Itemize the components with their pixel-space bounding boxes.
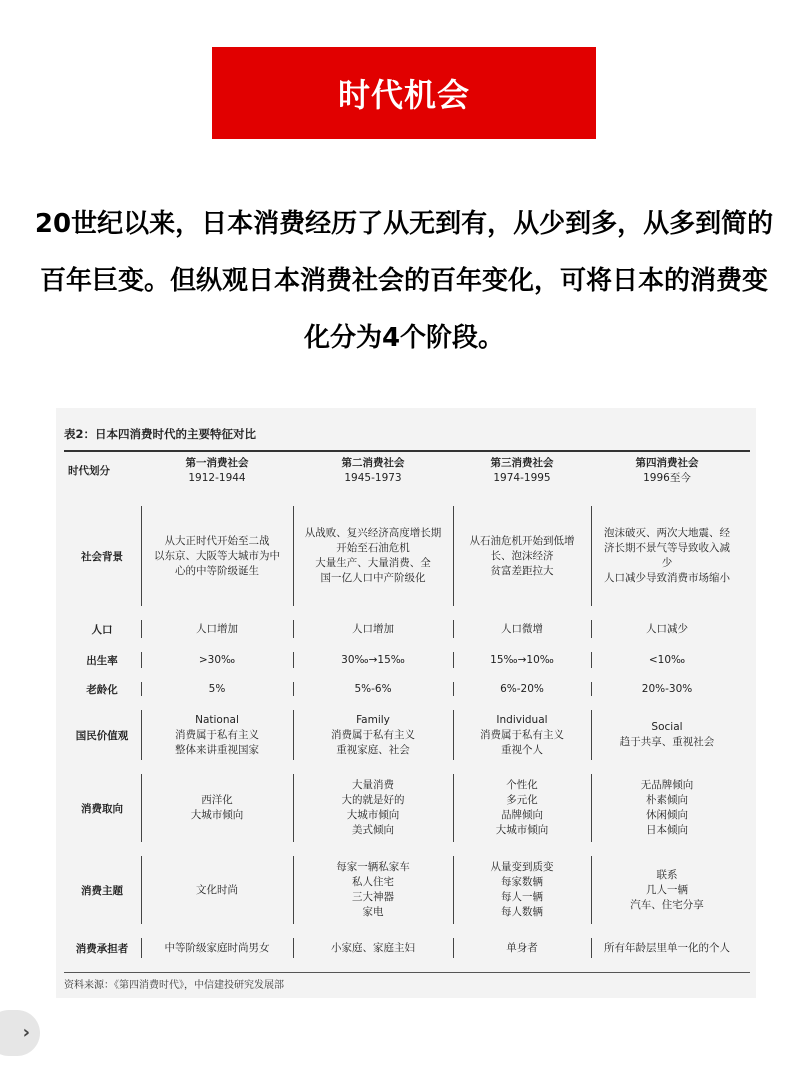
table-cell	[592, 614, 742, 644]
table-cell	[592, 500, 742, 612]
table-cell	[142, 676, 292, 702]
table-cell-line: 从石油危机开始到低增	[469, 534, 575, 547]
table-cell-lines	[500, 682, 544, 697]
table-cell-line: 消费属于私有主义	[331, 728, 415, 741]
table-cell-line: Individual	[496, 713, 548, 726]
next-page-button[interactable]	[0, 1010, 40, 1056]
column-separator	[591, 710, 592, 760]
table-cell-line: 汽车、住宅分享	[630, 898, 704, 911]
table-cell-line: 多元化	[506, 794, 538, 806]
row-label: 人口	[91, 623, 113, 636]
table-cell-line: 大的就是好的	[341, 794, 405, 806]
table-cell	[454, 500, 590, 612]
table-cell-line: 所有年龄层里单一化的个人	[604, 941, 730, 954]
column-separator	[293, 710, 294, 760]
row-label: 消费承担者	[75, 942, 129, 955]
column-separator	[591, 938, 592, 958]
table-cell-line: 每家数辆	[501, 876, 543, 888]
table-cell	[294, 704, 452, 766]
table-cell-line: 朴素倾向	[646, 794, 688, 806]
table-cell-line: 大量生产、大量消费、全	[315, 557, 431, 569]
table-cell-lines	[165, 941, 270, 956]
column-header-years: 1945-1973	[344, 472, 402, 484]
table-cell	[142, 932, 292, 964]
table-cell-line: 几人一辆	[646, 883, 688, 896]
table-cell	[142, 850, 292, 930]
table-cell	[592, 850, 742, 930]
table-cell-line: 人口增加	[196, 622, 238, 635]
column-header-name: 第三消费社会	[490, 457, 554, 469]
column-header-years: 1996至今	[643, 472, 691, 484]
table-cell-lines	[336, 860, 410, 920]
column-header-2	[294, 456, 452, 496]
table-cell-line: 三大神器	[352, 891, 394, 903]
column-header-name: 第一消费社会	[185, 457, 249, 469]
table-cell-line: 开始至石油危机	[336, 542, 410, 554]
column-separator	[591, 652, 592, 668]
table-title: 表2：日本四消费时代的主要特征对比	[64, 427, 256, 441]
table-cell-line: 西洋化	[201, 794, 233, 806]
table-cell-lines	[305, 526, 442, 586]
table-cell	[294, 932, 452, 964]
table-cell-line: 趋于共享、重视社会	[619, 736, 715, 748]
table-cell-line: 日本倾向	[646, 824, 688, 836]
table-cell	[294, 768, 452, 848]
column-separator	[591, 856, 592, 924]
table-cell	[294, 500, 452, 612]
column-separator	[293, 774, 294, 842]
column-separator	[453, 506, 454, 606]
intro-paragraph: 20世纪以来，日本消费经历了从无到有，从少到多，从多到简的百年巨变。但纵观日本消费社会的百年变化，可将日本的消费变化分为4个阶段。	[34, 209, 774, 353]
table-cell-lines	[641, 778, 694, 838]
table-cell-lines	[342, 778, 405, 838]
table-cell-line: 每人一辆	[501, 891, 543, 903]
table-cell-line: 联系	[656, 868, 678, 881]
column-separator	[453, 620, 454, 638]
table-cell-line: 美式倾向	[352, 824, 394, 836]
table-cell-line: 整体来讲重视国家	[175, 743, 259, 756]
table-cell-line: 以东京、大阪等大城市为中	[154, 549, 280, 562]
table-cell-line: 无品牌倾向	[640, 779, 694, 791]
table-cell-lines	[649, 653, 685, 668]
table-cell-line: 每人数辆	[501, 906, 543, 918]
table-cell-line: 心的中等阶级诞生	[175, 564, 259, 577]
table-cell-line: <10‰	[648, 653, 686, 666]
chevron-right-icon: ›	[22, 1022, 30, 1043]
table-cell-line: 私人住宅	[352, 876, 394, 888]
column-header-4	[592, 456, 742, 496]
column-separator	[591, 682, 592, 696]
column-separator	[453, 682, 454, 696]
table-cell-lines	[480, 713, 564, 758]
table-cell-lines	[331, 941, 415, 956]
table-cell	[142, 614, 292, 644]
table-cell	[142, 768, 292, 848]
column-separator	[591, 774, 592, 842]
table-cell	[592, 646, 742, 674]
column-header-years: 1912-1944	[188, 472, 246, 484]
table-cell	[454, 614, 590, 644]
table-cell-line: 大量消费	[352, 779, 394, 791]
table-cell	[294, 676, 452, 702]
table-cell-line: 人口微增	[501, 622, 543, 635]
table-cell-line: 人口减少	[646, 622, 688, 635]
table-cell-lines	[646, 622, 688, 637]
table-top-rule	[64, 450, 750, 452]
column-separator	[293, 938, 294, 958]
table-cell-line: 长、泡沫经济	[490, 549, 554, 562]
table-cell-lines	[175, 713, 259, 758]
column-separator	[141, 652, 142, 668]
table-cell-line: 从大正时代开始至二战	[164, 534, 270, 547]
table-cell-lines	[620, 720, 715, 750]
table-cell-line: 从量变到质变	[490, 861, 554, 873]
table-cell-line: 国一亿人口中产阶级化	[320, 572, 426, 584]
column-header-name: 第二消费社会	[341, 457, 405, 469]
row-label: 出生率	[86, 654, 118, 667]
table-cell-line: 5%	[208, 682, 226, 695]
table-cell	[454, 850, 590, 930]
column-separator	[141, 506, 142, 606]
table-cell-line: 6%-20%	[500, 682, 544, 695]
column-header-years: 1974-1995	[493, 472, 551, 484]
table-cell-line: 15‰→10‰	[490, 653, 554, 666]
table-cell	[592, 768, 742, 848]
table-cell	[454, 676, 590, 702]
table-cell-lines	[642, 682, 692, 697]
table-cell-line: 文化时尚	[196, 883, 238, 896]
column-separator	[293, 620, 294, 638]
table-cell-line: 重视家庭、社会	[336, 743, 410, 756]
column-separator	[453, 938, 454, 958]
table-cell-line: Social	[651, 721, 683, 733]
table-cell-lines	[341, 653, 405, 668]
table-cell	[592, 704, 742, 766]
table-cell	[294, 614, 452, 644]
table-cell-lines	[491, 860, 554, 920]
column-header-1	[142, 456, 292, 496]
table-cell	[142, 704, 292, 766]
table-cell-lines	[196, 883, 238, 898]
column-separator	[141, 774, 142, 842]
table-cell-line: 小家庭、家庭主妇	[331, 941, 415, 954]
table-cell-line: 从战败、复兴经济高度增长期	[304, 527, 442, 539]
row-label: 老龄化	[86, 683, 118, 696]
table-cell	[294, 850, 452, 930]
row-label: 国民价值观	[75, 729, 129, 742]
column-header-name: 第四消费社会	[635, 457, 699, 469]
column-separator	[293, 506, 294, 606]
section-title: 时代机会	[337, 76, 470, 114]
table-cell-lines	[496, 778, 549, 838]
column-separator	[453, 774, 454, 842]
table-cell	[142, 500, 292, 612]
column-separator	[453, 652, 454, 668]
section-title-banner	[212, 47, 596, 139]
table-cell-line: 大城市倾向	[346, 809, 400, 821]
column-header-3	[454, 456, 590, 496]
table-cell-line: 大城市倾向	[495, 824, 549, 836]
table-cell-lines	[331, 713, 415, 758]
table-cell-line: 济长期不景气等导致收入减	[604, 542, 730, 554]
table-cell-line: National	[195, 713, 239, 726]
table-corner-header: 时代划分	[68, 465, 110, 477]
table-cell-line: 泡沫破灭、两次大地震、经	[604, 527, 730, 539]
table-cell-line: 30‰→15‰	[341, 653, 405, 666]
table-cell-lines	[352, 622, 394, 637]
table-cell	[142, 646, 292, 674]
table-cell-lines	[490, 653, 554, 668]
table-cell-lines	[154, 534, 280, 579]
column-separator	[453, 856, 454, 924]
table-cell-lines	[354, 682, 391, 697]
table-cell	[454, 932, 590, 964]
row-label: 消费主题	[81, 884, 123, 897]
column-separator	[453, 710, 454, 760]
column-separator	[141, 682, 142, 696]
table-cell-line: 少	[661, 557, 673, 569]
table-cell-lines	[604, 941, 730, 956]
table-cell-line: 重视个人	[501, 743, 543, 756]
table-cell-line: 家电	[362, 906, 384, 918]
column-separator	[141, 620, 142, 638]
column-separator	[141, 856, 142, 924]
table-cell-line: 中等阶级家庭时尚男女	[164, 941, 270, 954]
table-cell-line: Family	[356, 713, 390, 726]
table-cell-lines	[196, 622, 238, 637]
table-cell-line: >30‰	[198, 653, 236, 666]
table-cell-line: 贫富差距拉大	[490, 564, 554, 577]
table-cell-lines	[199, 653, 235, 668]
table-cell-line: 个性化	[506, 779, 538, 791]
table-cell-line: 人口增加	[352, 622, 394, 635]
table-cell-lines	[191, 793, 244, 823]
table-cell-line: 人口减少导致消费市场缩小	[604, 572, 730, 584]
row-label: 社会背景	[81, 550, 123, 563]
row-label: 消费取向	[81, 802, 123, 815]
column-separator	[141, 938, 142, 958]
table-cell-lines	[209, 682, 226, 697]
table-cell-line: 品牌倾向	[501, 809, 543, 821]
column-separator	[591, 620, 592, 638]
column-separator	[293, 652, 294, 668]
comparison-table-image	[56, 408, 756, 998]
table-source-note: 资料来源：《第四消费时代》，中信建投研究发展部	[64, 980, 284, 991]
column-separator	[293, 856, 294, 924]
table-cell-line: 大城市倾向	[190, 809, 244, 821]
table-cell-line: 20%-30%	[641, 682, 693, 695]
table-cell	[454, 704, 590, 766]
table-cell-line: 消费属于私有主义	[175, 728, 259, 741]
table-cell	[454, 646, 590, 674]
table-cell	[454, 768, 590, 848]
table-bottom-rule	[64, 972, 750, 973]
table-cell-lines	[501, 622, 543, 637]
column-separator	[591, 506, 592, 606]
table-cell-line: 单身者	[506, 941, 538, 954]
table-cell-lines	[630, 868, 704, 913]
table-cell-line: 5%-6%	[354, 682, 392, 695]
table-cell-line: 休闲倾向	[646, 809, 688, 821]
table-cell	[592, 932, 742, 964]
table-cell-lines	[604, 526, 730, 586]
table-cell-line: 每家一辆私家车	[336, 861, 410, 873]
table-cell	[592, 676, 742, 702]
table-cell-line: 消费属于私有主义	[480, 728, 564, 741]
table-cell-lines	[506, 941, 538, 956]
table-cell-lines	[470, 534, 575, 579]
column-separator	[141, 710, 142, 760]
column-separator	[293, 682, 294, 696]
table-cell	[294, 646, 452, 674]
